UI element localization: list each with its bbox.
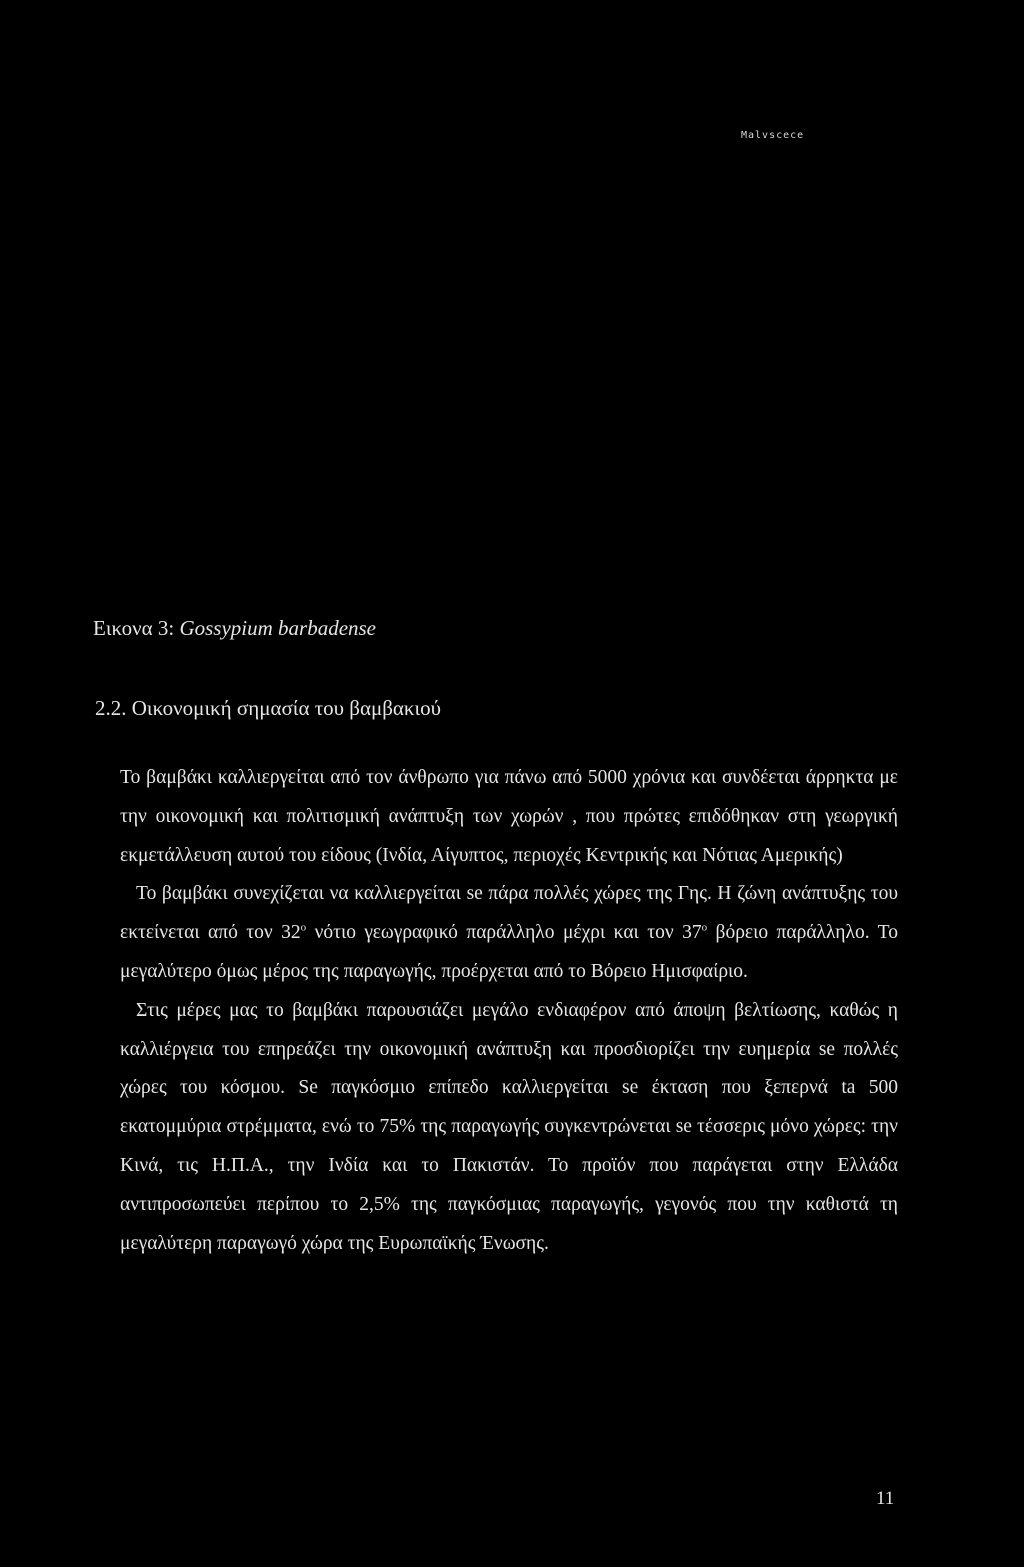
degree-superscript-1: ο — [300, 921, 307, 934]
paragraph-2-part-c: βόρειο παράλληλο. Το μεγαλύτερο όμως μέρος της παραγωγής, προέρχεται από το Βόρειο Ημισφαίριο. — [120, 922, 898, 982]
degree-superscript-2: ο — [701, 921, 708, 934]
body-text — [120, 759, 898, 1263]
paragraph-2-part-b: νότιο γεωγραφικό παράλληλο μέχρι και τον 37 — [306, 922, 702, 944]
section-heading: 2.2. Οικονομική σημασία του βαμβακιού — [95, 696, 442, 720]
header-watermark: Malvscece — [741, 130, 805, 141]
paragraph-2-part-a: Το βαμβάκι συνεχίζεται να καλλιεργείται se πάρα πολλές χώρες της Γης. Η ζώνη ανάπτυξης του εκτείνεται από τον 32 — [120, 883, 898, 944]
paragraph-3: Στις μέρες μας το βαμβάκι παρουσιάζει μεγάλο ενδιαφέρον από άποψη βελτίωσης, καθώς η καλλιέργεια του επηρεάζει την οικονομική ανάπτυξη και προσδιορίζει την ευημερία se πολλές χώρες του κόσμου. Se παγκόσμιο επίπεδο καλλιεργείται se έκταση που ξεπερνά ta 500 εκατομμύρια στρέμματα, ενώ το 75% της παραγωγής συγκεντρώνεται se τέσσερις μόνο χώρες: την Κινά, τις Η.Π.Α., την Ινδία και το Πακιστάν. Το προϊόν που παράγεται στην Ελλάδα αντιπροσωπεύει περίπου το 2,5% της παγκόσμιας παραγωγής, γεγονός που την καθιστά τη μεγαλύτερη παραγωγό χώρα της Ευρωπαϊκής Ένωσης. — [120, 999, 898, 1254]
page-number: 11 — [876, 1488, 895, 1509]
figure-caption-prefix: Εικονα 3: — [93, 616, 180, 640]
figure-caption — [93, 614, 376, 642]
paragraph-2 — [120, 875, 898, 991]
paragraph-1: Το βαμβάκι καλλιεργείται από τον άνθρωπο για πάνω από 5000 χρόνια και συνδέεται άρρηκτα με την οικονομική και πολιτισμική ανάπτυξη των χωρών , που πρώτες επιδόθηκαν στη γεωργική εκμετάλλευση αυτού του είδους (Ινδία, Αίγυπτος, περιοχές Κεντρικής και Νότιας Αμερικής) — [120, 767, 898, 866]
figure-caption-species: Gossypium barbadense — [179, 616, 377, 640]
